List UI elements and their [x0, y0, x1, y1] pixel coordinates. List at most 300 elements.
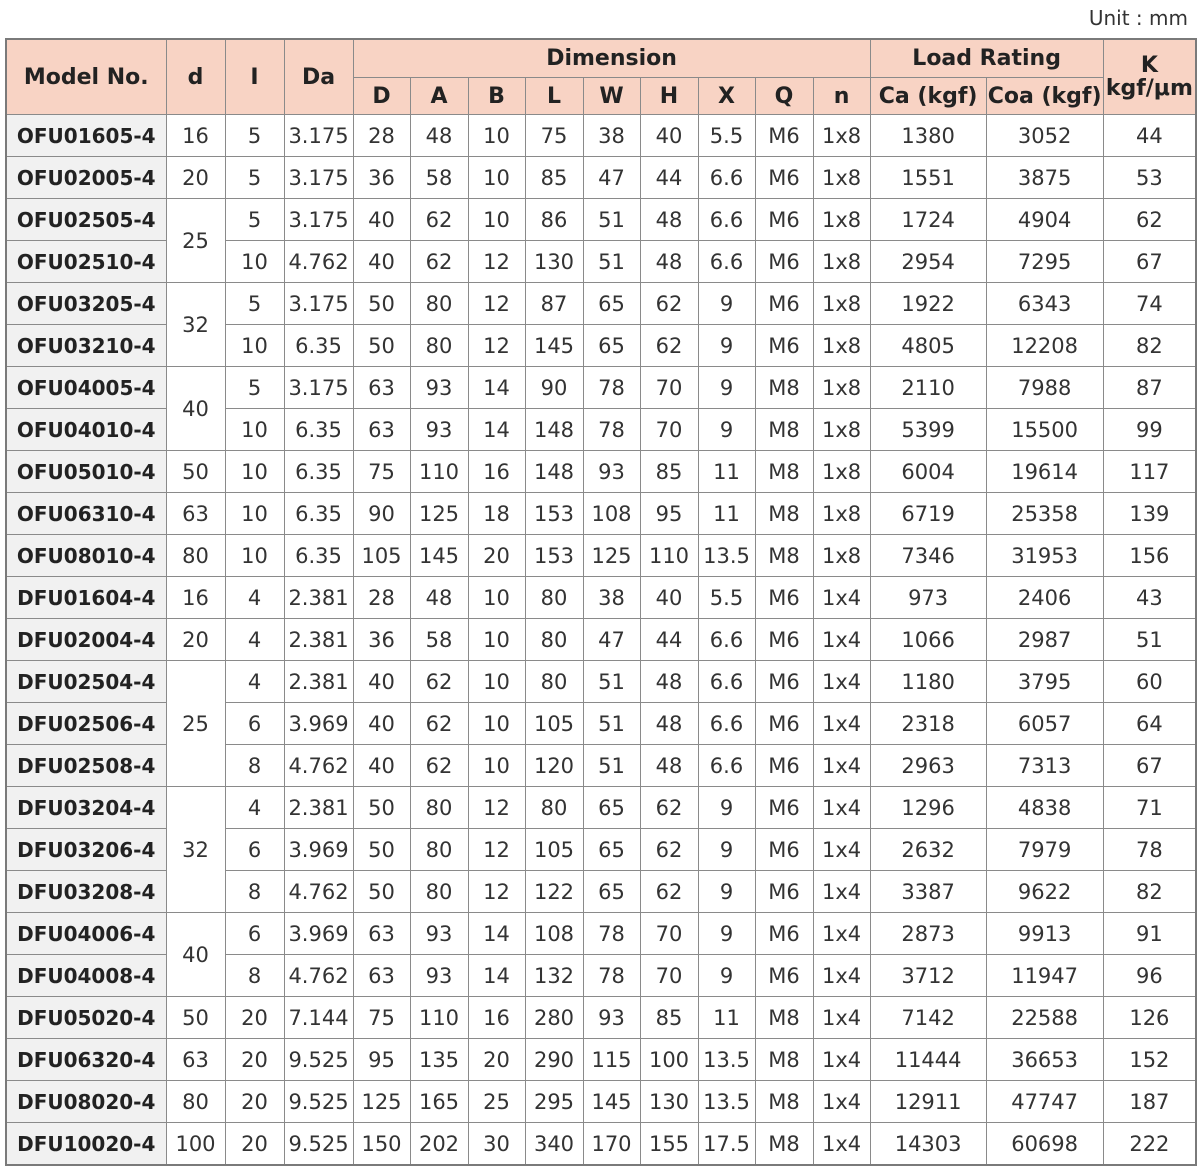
cell-l: 122 [525, 871, 583, 913]
table-row [6, 283, 1196, 325]
table-row [6, 367, 1196, 409]
cell-b: 12 [468, 325, 525, 367]
cell-da: 6.35 [284, 409, 353, 451]
cell-d: 50 [166, 451, 225, 493]
cell-h: 85 [640, 997, 698, 1039]
cell-b: 14 [468, 367, 525, 409]
cell-w: 38 [583, 577, 640, 619]
cell-l: 20 [225, 1039, 284, 1081]
cell-l: 153 [525, 493, 583, 535]
cell-w: 78 [583, 367, 640, 409]
cell-k: 67 [1103, 241, 1196, 283]
cell-x: 6.6 [698, 703, 755, 745]
cell-a: 80 [410, 829, 468, 871]
cell-q: M8 [755, 451, 813, 493]
cell-d: 63 [353, 955, 410, 997]
cell-h: 48 [640, 745, 698, 787]
cell-l: 80 [525, 661, 583, 703]
cell-coa: 31953 [986, 535, 1103, 577]
cell-d: 25 [166, 199, 225, 283]
cell-n: 1x4 [813, 661, 870, 703]
cell-l: 132 [525, 955, 583, 997]
cell-q: M6 [755, 283, 813, 325]
cell-ca: 14303 [870, 1123, 986, 1166]
cell-q: M6 [755, 703, 813, 745]
cell-da: 3.175 [284, 199, 353, 241]
cell-h: 48 [640, 661, 698, 703]
header-dim-H: H [640, 78, 698, 115]
cell-d: 40 [353, 703, 410, 745]
cell-w: 65 [583, 325, 640, 367]
cell-n: 1x8 [813, 535, 870, 577]
cell-q: M6 [755, 661, 813, 703]
cell-l: 20 [225, 997, 284, 1039]
cell-l: 148 [525, 451, 583, 493]
cell-l: 8 [225, 871, 284, 913]
cell-b: 16 [468, 451, 525, 493]
cell-k: 60 [1103, 661, 1196, 703]
cell-ca: 2954 [870, 241, 986, 283]
header-dim-L: L [525, 78, 583, 115]
cell-k: 78 [1103, 829, 1196, 871]
cell-q: M6 [755, 829, 813, 871]
table-row [6, 535, 1196, 577]
cell-d: 50 [353, 325, 410, 367]
header-d: d [166, 39, 225, 115]
cell-model-no: OFU03205-4 [6, 283, 166, 325]
cell-ca: 1380 [870, 115, 986, 157]
cell-n: 1x4 [813, 619, 870, 661]
header-da: Da [284, 39, 353, 115]
cell-da: 4.762 [284, 241, 353, 283]
cell-ca: 973 [870, 577, 986, 619]
cell-da: 3.175 [284, 283, 353, 325]
cell-ca: 1551 [870, 157, 986, 199]
header-k [1103, 39, 1196, 115]
cell-a: 202 [410, 1123, 468, 1166]
cell-l: 108 [525, 913, 583, 955]
spec-table [5, 38, 1197, 1166]
cell-model-no: DFU05020-4 [6, 997, 166, 1039]
cell-h: 130 [640, 1081, 698, 1123]
cell-model-no: OFU08010-4 [6, 535, 166, 577]
cell-model-no: OFU02510-4 [6, 241, 166, 283]
table-row [6, 157, 1196, 199]
cell-model-no: DFU02504-4 [6, 661, 166, 703]
cell-coa: 12208 [986, 325, 1103, 367]
cell-ca: 2963 [870, 745, 986, 787]
cell-l: 8 [225, 955, 284, 997]
cell-b: 12 [468, 787, 525, 829]
cell-h: 110 [640, 535, 698, 577]
cell-k: 71 [1103, 787, 1196, 829]
cell-model-no: OFU02005-4 [6, 157, 166, 199]
cell-n: 1x4 [813, 745, 870, 787]
cell-d: 40 [353, 199, 410, 241]
cell-model-no: DFU01604-4 [6, 577, 166, 619]
cell-da: 4.762 [284, 745, 353, 787]
cell-da: 9.525 [284, 1081, 353, 1123]
cell-model-no: DFU03206-4 [6, 829, 166, 871]
cell-l: 5 [225, 283, 284, 325]
cell-model-no: OFU03210-4 [6, 325, 166, 367]
cell-w: 51 [583, 661, 640, 703]
table-row [6, 493, 1196, 535]
cell-d: 16 [166, 115, 225, 157]
cell-l: 5 [225, 115, 284, 157]
cell-d: 63 [166, 493, 225, 535]
cell-k: 99 [1103, 409, 1196, 451]
cell-l: 130 [525, 241, 583, 283]
cell-x: 6.6 [698, 745, 755, 787]
cell-d: 80 [166, 1081, 225, 1123]
cell-ca: 5399 [870, 409, 986, 451]
cell-coa: 25358 [986, 493, 1103, 535]
cell-ca: 1180 [870, 661, 986, 703]
cell-w: 65 [583, 829, 640, 871]
cell-d: 25 [166, 661, 225, 787]
cell-x: 13.5 [698, 535, 755, 577]
cell-q: M6 [755, 619, 813, 661]
cell-d: 90 [353, 493, 410, 535]
cell-da: 6.35 [284, 325, 353, 367]
cell-l: 5 [225, 157, 284, 199]
header-l: I [225, 39, 284, 115]
cell-w: 65 [583, 787, 640, 829]
cell-l: 153 [525, 535, 583, 577]
cell-k: 96 [1103, 955, 1196, 997]
cell-x: 9 [698, 325, 755, 367]
cell-coa: 6057 [986, 703, 1103, 745]
cell-ca: 3387 [870, 871, 986, 913]
cell-l: 4 [225, 619, 284, 661]
cell-w: 51 [583, 703, 640, 745]
cell-w: 47 [583, 619, 640, 661]
table-row [6, 1039, 1196, 1081]
cell-x: 6.6 [698, 157, 755, 199]
cell-l: 105 [525, 829, 583, 871]
cell-w: 145 [583, 1081, 640, 1123]
cell-d: 125 [353, 1081, 410, 1123]
cell-model-no: DFU03204-4 [6, 787, 166, 829]
cell-n: 1x8 [813, 325, 870, 367]
cell-n: 1x4 [813, 913, 870, 955]
cell-d: 80 [166, 535, 225, 577]
cell-k: 117 [1103, 451, 1196, 493]
cell-d: 20 [166, 157, 225, 199]
cell-ca: 6004 [870, 451, 986, 493]
cell-k: 74 [1103, 283, 1196, 325]
cell-l: 5 [225, 367, 284, 409]
table-row [6, 1123, 1196, 1166]
table-row [6, 619, 1196, 661]
cell-l: 6 [225, 913, 284, 955]
header-k-unit: kgf/μm [1105, 76, 1193, 101]
header-dimension: Dimension [353, 39, 870, 78]
cell-coa: 4838 [986, 787, 1103, 829]
cell-da: 3.969 [284, 913, 353, 955]
cell-k: 64 [1103, 703, 1196, 745]
cell-a: 48 [410, 115, 468, 157]
cell-x: 6.6 [698, 661, 755, 703]
cell-b: 14 [468, 955, 525, 997]
cell-coa: 36653 [986, 1039, 1103, 1081]
cell-a: 93 [410, 955, 468, 997]
cell-q: M6 [755, 115, 813, 157]
cell-l: 105 [525, 703, 583, 745]
cell-ca: 1922 [870, 283, 986, 325]
cell-h: 62 [640, 787, 698, 829]
cell-d: 63 [353, 367, 410, 409]
cell-b: 14 [468, 913, 525, 955]
cell-x: 11 [698, 451, 755, 493]
cell-a: 93 [410, 409, 468, 451]
cell-d: 50 [353, 829, 410, 871]
cell-ca: 12911 [870, 1081, 986, 1123]
cell-b: 10 [468, 199, 525, 241]
cell-q: M8 [755, 1123, 813, 1166]
cell-q: M8 [755, 1039, 813, 1081]
cell-model-no: OFU02505-4 [6, 199, 166, 241]
cell-x: 9 [698, 829, 755, 871]
cell-b: 12 [468, 241, 525, 283]
cell-x: 9 [698, 283, 755, 325]
table-row [6, 577, 1196, 619]
cell-model-no: DFU02508-4 [6, 745, 166, 787]
cell-n: 1x8 [813, 451, 870, 493]
cell-n: 1x8 [813, 115, 870, 157]
cell-coa: 60698 [986, 1123, 1103, 1166]
cell-n: 1x8 [813, 241, 870, 283]
unit-label: Unit : mm [1088, 6, 1188, 30]
cell-model-no: OFU04010-4 [6, 409, 166, 451]
table-row [6, 199, 1196, 241]
cell-w: 93 [583, 997, 640, 1039]
cell-n: 1x4 [813, 1039, 870, 1081]
cell-q: M6 [755, 745, 813, 787]
table-row [6, 913, 1196, 955]
cell-ca: 1724 [870, 199, 986, 241]
cell-ca: 4805 [870, 325, 986, 367]
cell-b: 10 [468, 661, 525, 703]
cell-ca: 1066 [870, 619, 986, 661]
cell-d: 100 [166, 1123, 225, 1166]
header-dim-W: W [583, 78, 640, 115]
cell-l: 4 [225, 661, 284, 703]
cell-w: 51 [583, 241, 640, 283]
cell-b: 10 [468, 703, 525, 745]
cell-da: 9.525 [284, 1123, 353, 1166]
cell-w: 47 [583, 157, 640, 199]
cell-a: 58 [410, 157, 468, 199]
cell-d: 36 [353, 157, 410, 199]
cell-da: 2.381 [284, 619, 353, 661]
cell-x: 6.6 [698, 619, 755, 661]
cell-q: M6 [755, 199, 813, 241]
cell-h: 95 [640, 493, 698, 535]
cell-da: 2.381 [284, 661, 353, 703]
cell-k: 62 [1103, 199, 1196, 241]
cell-w: 38 [583, 115, 640, 157]
table-row [6, 661, 1196, 703]
cell-model-no: DFU06320-4 [6, 1039, 166, 1081]
cell-coa: 9913 [986, 913, 1103, 955]
cell-l: 6 [225, 703, 284, 745]
cell-n: 1x4 [813, 829, 870, 871]
cell-n: 1x4 [813, 955, 870, 997]
cell-b: 10 [468, 577, 525, 619]
cell-l: 10 [225, 493, 284, 535]
cell-h: 40 [640, 577, 698, 619]
cell-da: 3.175 [284, 115, 353, 157]
cell-x: 9 [698, 409, 755, 451]
cell-b: 10 [468, 745, 525, 787]
cell-k: 126 [1103, 997, 1196, 1039]
header-dim-A: A [410, 78, 468, 115]
cell-h: 100 [640, 1039, 698, 1081]
cell-w: 170 [583, 1123, 640, 1166]
cell-q: M6 [755, 577, 813, 619]
cell-model-no: OFU01605-4 [6, 115, 166, 157]
header-coa: Coa (kgf) [986, 78, 1103, 115]
cell-a: 135 [410, 1039, 468, 1081]
cell-a: 145 [410, 535, 468, 577]
cell-model-no: OFU06310-4 [6, 493, 166, 535]
cell-b: 30 [468, 1123, 525, 1166]
cell-w: 51 [583, 745, 640, 787]
header-load-rating: Load Rating [870, 39, 1103, 78]
cell-ca: 7142 [870, 997, 986, 1039]
cell-model-no: OFU05010-4 [6, 451, 166, 493]
cell-l: 20 [225, 1081, 284, 1123]
cell-d: 63 [166, 1039, 225, 1081]
cell-ca: 2110 [870, 367, 986, 409]
cell-n: 1x4 [813, 1081, 870, 1123]
cell-h: 40 [640, 115, 698, 157]
cell-x: 11 [698, 997, 755, 1039]
cell-x: 5.5 [698, 115, 755, 157]
cell-l: 10 [225, 241, 284, 283]
cell-q: M8 [755, 1081, 813, 1123]
cell-b: 10 [468, 619, 525, 661]
cell-k: 43 [1103, 577, 1196, 619]
cell-l: 10 [225, 451, 284, 493]
cell-coa: 7988 [986, 367, 1103, 409]
cell-d: 16 [166, 577, 225, 619]
cell-b: 14 [468, 409, 525, 451]
cell-x: 9 [698, 955, 755, 997]
cell-coa: 7295 [986, 241, 1103, 283]
table-header [6, 39, 1196, 115]
cell-d: 50 [353, 871, 410, 913]
cell-w: 65 [583, 871, 640, 913]
cell-d: 40 [353, 241, 410, 283]
cell-k: 51 [1103, 619, 1196, 661]
cell-coa: 2406 [986, 577, 1103, 619]
cell-da: 6.35 [284, 493, 353, 535]
header-model: Model No. [6, 39, 166, 115]
cell-b: 16 [468, 997, 525, 1039]
cell-d: 50 [353, 787, 410, 829]
cell-l: 20 [225, 1123, 284, 1166]
cell-a: 165 [410, 1081, 468, 1123]
cell-da: 3.175 [284, 157, 353, 199]
cell-l: 85 [525, 157, 583, 199]
cell-da: 9.525 [284, 1039, 353, 1081]
cell-n: 1x8 [813, 199, 870, 241]
cell-da: 3.969 [284, 703, 353, 745]
cell-n: 1x8 [813, 367, 870, 409]
table-row [6, 1081, 1196, 1123]
cell-a: 110 [410, 451, 468, 493]
cell-a: 62 [410, 241, 468, 283]
cell-n: 1x4 [813, 577, 870, 619]
cell-coa: 11947 [986, 955, 1103, 997]
cell-n: 1x8 [813, 493, 870, 535]
cell-a: 80 [410, 325, 468, 367]
cell-w: 78 [583, 913, 640, 955]
cell-model-no: DFU10020-4 [6, 1123, 166, 1166]
cell-ca: 6719 [870, 493, 986, 535]
cell-ca: 2632 [870, 829, 986, 871]
cell-k: 82 [1103, 325, 1196, 367]
cell-k: 187 [1103, 1081, 1196, 1123]
cell-n: 1x4 [813, 997, 870, 1039]
cell-k: 139 [1103, 493, 1196, 535]
cell-a: 62 [410, 199, 468, 241]
cell-x: 17.5 [698, 1123, 755, 1166]
cell-x: 5.5 [698, 577, 755, 619]
cell-l: 145 [525, 325, 583, 367]
table-row [6, 115, 1196, 157]
cell-n: 1x4 [813, 787, 870, 829]
cell-d: 63 [353, 409, 410, 451]
cell-h: 62 [640, 829, 698, 871]
cell-w: 125 [583, 535, 640, 577]
cell-x: 9 [698, 367, 755, 409]
cell-w: 78 [583, 409, 640, 451]
cell-k: 222 [1103, 1123, 1196, 1166]
cell-h: 155 [640, 1123, 698, 1166]
cell-w: 78 [583, 955, 640, 997]
table-row [6, 451, 1196, 493]
cell-b: 12 [468, 283, 525, 325]
cell-coa: 2987 [986, 619, 1103, 661]
cell-da: 2.381 [284, 787, 353, 829]
cell-l: 10 [225, 535, 284, 577]
cell-coa: 3052 [986, 115, 1103, 157]
cell-d: 75 [353, 997, 410, 1039]
cell-q: M6 [755, 787, 813, 829]
cell-coa: 15500 [986, 409, 1103, 451]
cell-x: 9 [698, 871, 755, 913]
cell-a: 80 [410, 787, 468, 829]
cell-a: 62 [410, 661, 468, 703]
cell-l: 340 [525, 1123, 583, 1166]
cell-w: 51 [583, 199, 640, 241]
cell-l: 90 [525, 367, 583, 409]
cell-da: 3.175 [284, 367, 353, 409]
cell-l: 87 [525, 283, 583, 325]
cell-x: 9 [698, 787, 755, 829]
cell-n: 1x8 [813, 283, 870, 325]
cell-l: 10 [225, 409, 284, 451]
cell-a: 93 [410, 913, 468, 955]
cell-model-no: DFU03208-4 [6, 871, 166, 913]
cell-da: 4.762 [284, 871, 353, 913]
cell-coa: 19614 [986, 451, 1103, 493]
cell-l: 148 [525, 409, 583, 451]
